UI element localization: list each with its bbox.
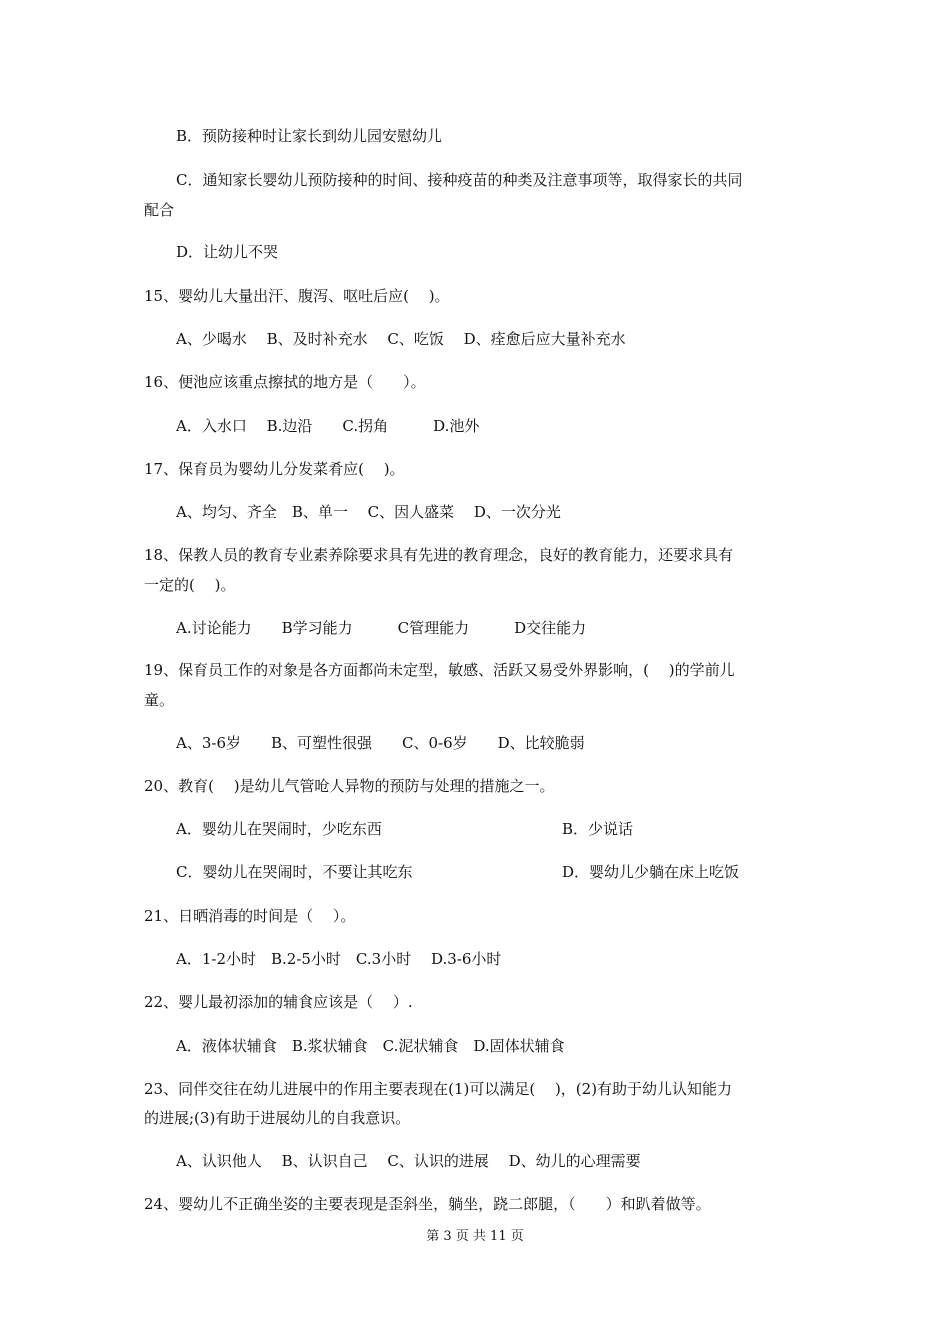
question-15: 15、婴幼儿大量出汗、腹泻、呕吐后应( )。 (144, 287, 450, 305)
question-23-options: A、认识他人 B、认识自己 C、认识的进展 D、幼儿的心理需要 (176, 1152, 641, 1170)
question-21: 21、日晒消毒的时间是（ ）。 (144, 907, 356, 925)
question-20-option-a: A．婴幼儿在哭闹时，少吃东西 (176, 820, 382, 838)
question-24: 24、婴幼儿不正确坐姿的主要表现是歪斜坐，躺坐，跷二郎腿，（ ）和趴着做等。 (144, 1195, 711, 1213)
question-17-options: A、均匀、齐全 B、单一 C、因人盛菜 D、一次分光 (176, 503, 561, 521)
question-23-continued: 的进展;(3)有助于进展幼儿的自我意识。 (144, 1109, 411, 1127)
q14-option-b: B．预防接种时让家长到幼儿园安慰幼儿 (176, 127, 443, 145)
question-16-options: A．入水口 B.边沿 C.拐角 D.池外 (176, 417, 480, 435)
question-19: 19、保育员工作的对象是各方面都尚未定型，敏感、活跃又易受外界影响，( )的学前儿 (144, 661, 735, 679)
question-19-continued: 童。 (144, 691, 175, 709)
question-17: 17、保育员为婴幼儿分发菜肴应( )。 (144, 460, 405, 478)
question-18: 18、保教人员的教育专业素养除要求具有先进的教育理念，良好的教育能力，还要求具有 (144, 546, 734, 564)
question-20-option-d: D．婴幼儿少躺在床上吃饭 (562, 863, 740, 881)
page-number-footer: 第 3 页 共 11 页 (426, 1229, 524, 1244)
question-21-options: A．1-2小时 B.2-5小时 C.3小时 D.3-6小时 (176, 950, 502, 968)
q14-option-d: D．让幼儿不哭 (176, 243, 279, 261)
question-22-options: A．液体状辅食 B.浆状辅食 C.泥状辅食 D.固体状辅食 (176, 1037, 565, 1055)
question-19-options: A、3-6岁 B、可塑性很强 C、0-6岁 D、比较脆弱 (176, 734, 585, 752)
q14-option-c: C．通知家长婴幼儿预防接种的时间、接种疫苗的种类及注意事项等，取得家长的共同 (176, 171, 743, 189)
question-23: 23、同伴交往在幼儿进展中的作用主要表现在(1)可以满足( )，(2)有助于幼儿认知能力 (144, 1080, 733, 1098)
question-20-option-b: B．少说话 (562, 820, 634, 838)
question-16: 16、便池应该重点擦拭的地方是（ ）。 (144, 373, 426, 391)
question-20: 20、教育( )是幼儿气管呛人异物的预防与处理的措施之一。 (144, 777, 555, 795)
question-15-options: A、少喝水 B、及时补充水 C、吃饭 D、痊愈后应大量补充水 (176, 330, 626, 348)
question-18-continued: 一定的( )。 (144, 576, 236, 594)
question-22: 22、婴儿最初添加的辅食应该是（ ）. (144, 993, 413, 1011)
question-20-option-c: C．婴幼儿在哭闹时，不要让其吃东 (176, 863, 413, 881)
q14-option-c-continued: 配合 (144, 201, 175, 219)
question-18-options: A.讨论能力 B学习能力 C管理能力 D交往能力 (176, 619, 587, 637)
